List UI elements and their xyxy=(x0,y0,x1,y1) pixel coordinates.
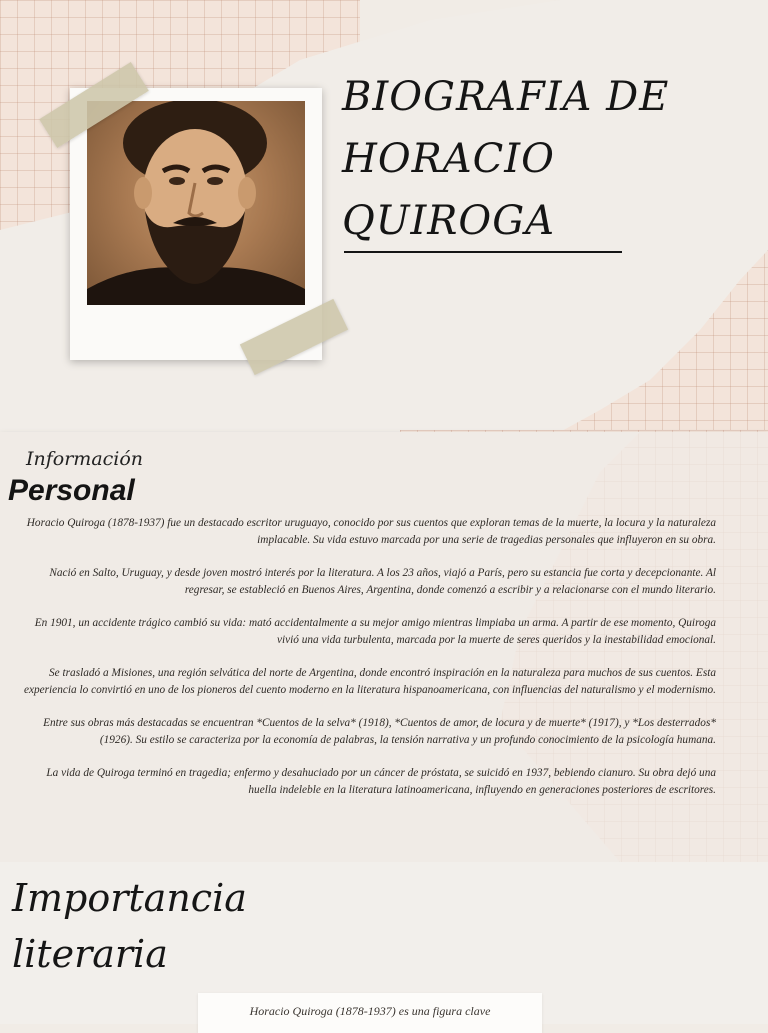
bio-paragraph: Nació en Salto, Uruguay, y desde joven mostró interés por la literatura. A los 23 años, viajó a París, pero su estancia fue corta y decepcionante. Al regresar, se estableció en Buenos Aires, Argentina, donde comenzó a escribir y a relacionarse con el mundo literario. xyxy=(49,567,716,596)
biography-text xyxy=(20,515,716,815)
bio-paragraph: Se trasladó a Misiones, una región selvática del norte de Argentina, donde encontró inspiración en la naturaleza para muchos de sus cuentos. Esta experiencia lo convirtió en uno de los pioneros del cuento moderno en la literatura hispanoamericana, con influencias del naturalismo y el modernismo. xyxy=(23,667,716,696)
bio-paragraph: La vida de Quiroga terminó en tragedia; enfermo y desahuciado por un cáncer de próstata, se suicidó en 1937, bebiendo cianuro. Su obra dejó una huella indeleble en la literatura latinoamericana, influyendo en generaciones posteriores de escritores. xyxy=(46,767,716,796)
polaroid-frame xyxy=(70,88,322,360)
importance-heading xyxy=(12,870,247,982)
bio-paragraph: En 1901, un accidente trágico cambió su vida: mató accidentalmente a su mejor amigo mientras limpiaba un arma. A partir de ese momento, Quiroga vivió una vida turbulenta, marcada por la muerte de seres queridos y la inestabilidad emocional. xyxy=(34,617,716,646)
importance-heading-line-2: literaria xyxy=(12,932,168,976)
bio-paragraph: Entre sus obras más destacadas se encuentran *Cuentos de la selva* (1918), *Cuentos de amor, de locura y de muerte* (1917), y *Los desterrados* (1926). Su estilo se caracteriza por la economía de palabras, la tensión narrativa y un profundo conocimiento de la psicología humana. xyxy=(43,717,716,746)
portrait-illustration xyxy=(87,101,305,305)
portrait-photo xyxy=(87,101,305,305)
title-line-1: BIOGRAFIA DE xyxy=(342,74,670,120)
section-label-informacion: Información xyxy=(26,448,144,470)
importance-card xyxy=(198,993,542,1033)
title-line-3: QUIROGA xyxy=(342,198,556,244)
bio-paragraph: Horacio Quiroga (1878-1937) fue un destacado escritor uruguayo, conocido por sus cuentos que exploran temas de la muerte, la locura y la naturaleza implacable. Su vida estuvo marcada por una serie de tragedias personales que influyeron en su obra. xyxy=(26,517,716,546)
title-underline xyxy=(344,251,622,253)
section-label-personal: Personal xyxy=(8,474,135,507)
importance-heading-line-1: Importancia xyxy=(12,876,247,920)
page-title xyxy=(342,66,742,252)
importance-card-text: Horacio Quiroga (1878-1937) es una figura clave xyxy=(249,1004,491,1018)
title-line-2: HORACIO xyxy=(342,136,555,182)
